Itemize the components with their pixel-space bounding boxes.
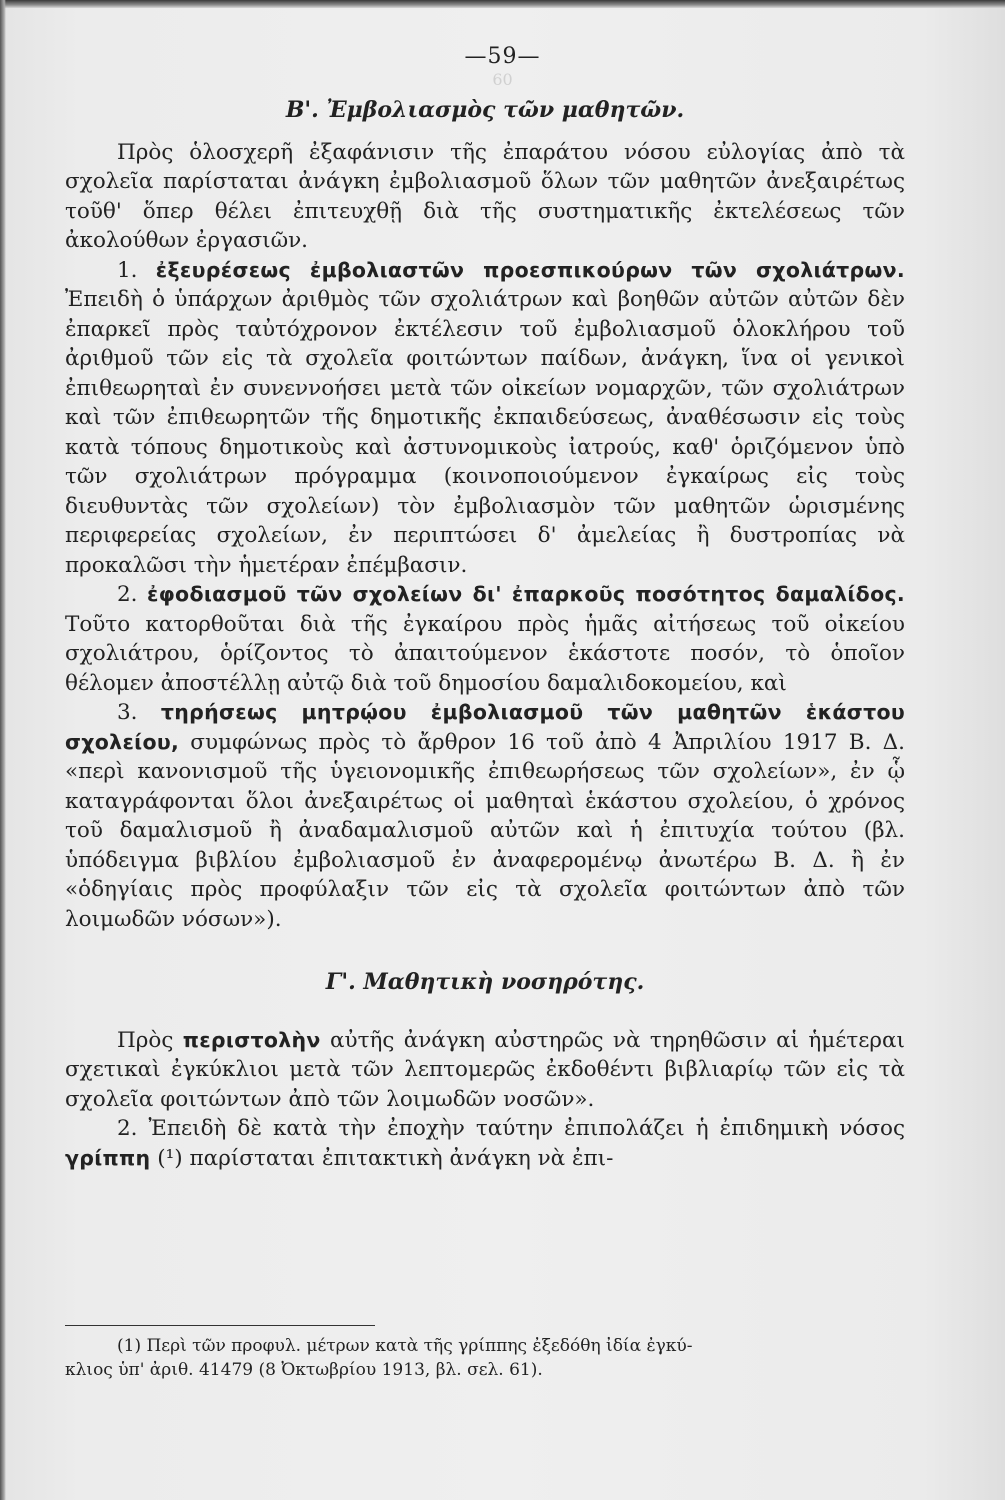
section-b-intro: Πρὸς ὁλοσχερῆ ἐξαφάνισιν τῆς ἐπαράτου νόσου εὐλογίας ἀπὸ τὰ σχολεῖα παρίσταται ἀνάγκη ἐμβολιασμοῦ ὅλων τῶν μαθητῶν ἀνεξαιρέτως τοῦθ' ὅπερ θέλει ἐπιτευχθῇ διὰ τῆς συστηματικῆς ἐκτελέσεως τῶν ἀκολούθων ἐργασιῶν.: [65, 139, 905, 253]
section-g-paragraph-1: [65, 1026, 905, 1115]
section-g-p2-start: 2. Ἐπειδὴ δὲ κατὰ τὴν ἐποχὴν ταύτην ἐπιπολάζει ἡ ἐπιδημικὴ νόσος: [117, 1116, 905, 1141]
item-1-number: 1.: [117, 257, 138, 283]
section-b-heading: Β'. Ἐμβολιασμὸς τῶν μαθητῶν.: [285, 97, 685, 123]
footnote-line-1: (1) Περὶ τῶν προφυλ. μέτρων κατὰ τῆς γρίππης ἐξεδόθη ἰδία ἐγκύ-: [117, 1336, 693, 1356]
section-g-p2-bold: γρίππη: [65, 1145, 151, 1170]
bleed-through-page-number: 60: [492, 70, 513, 89]
item-3-text: συμφώνως πρὸς τὸ ἄρθρον 16 τοῦ ἀπὸ 4 Ἀπριλίου 1917 Β. Δ. «περὶ κανονισμοῦ τῆς ὑγειονομικῆς ἐπιθεωρήσεως τῶν σχολείων», ἐν ᾧ καταγράφονται ὅλοι ἀνεξαιρέτως οἱ μαθηταὶ ἑκάστου σχολείου, ὁ χρόνος τοῦ δαμαλισμοῦ ἢ ἀναδαμαλισμοῦ αὐτῶν καὶ ἡ ἐπιτυχία τούτου (βλ. ὑπόδειγμα βιβλίου ἐμβολιασμοῦ ἐν ἀναφερομένῳ ἀνωτέρω Β. Δ. ἢ ἐν «ὁδηγίαις πρὸς προφύλαξιν τῶν εἰς τὰ σχολεῖα φοιτώντων ἀπὸ τῶν λοιμωδῶν νόσων»).: [65, 729, 905, 932]
page-body: [65, 96, 905, 1173]
scan-left-edge: [0, 0, 6, 1500]
item-1-bold-title: ἐξευρέσεως ἐμβολιαστῶν προεσπικούρων τῶν σχολιάτρων.: [155, 257, 905, 282]
section-g-p1-start: Πρὸς: [117, 1027, 174, 1053]
footnote-divider: [65, 1325, 375, 1326]
footnote-reference: (¹): [157, 1145, 183, 1171]
item-2-number: 2.: [117, 582, 138, 607]
item-3-bold-title: τηρήσεως μητρῴου ἐμβολιασμοῦ τῶν μαθητῶν ἑκάστου σχολείου,: [65, 700, 905, 754]
item-1-paragraph: [65, 256, 905, 581]
section-g-heading: Γ'. Μαθητικὴ νοσηρότης.: [325, 969, 645, 995]
section-g-paragraph-2: [65, 1114, 905, 1173]
scan-top-edge: [0, 0, 1005, 8]
section-g-p1-text: αὐτῆς ἀνάγκη αὐστηρῶς νὰ τηρηθῶσιν αἱ ἡμέτεραι σχετικαὶ ἐγκύκλιοι μετὰ τῶν λεπτομερῶς ἐκδοθέντι βιβλιαρίῳ τῶν εἰς τὰ σχολεῖα φοιτώντων ἀπὸ τῶν λοιμωδῶν νοσῶν».: [65, 1027, 905, 1112]
footnote: [65, 1334, 905, 1382]
footnote-line-2: κλιος ὑπ' ἀριθ. 41479 (8 Ὀκτωβρίου 1913, βλ. σελ. 61).: [65, 1360, 543, 1380]
section-g-p2-text: παρίσταται ἐπιτακτικὴ ἀνάγκη νὰ ἐπι-: [189, 1145, 614, 1171]
item-2-bold-title: ἐφοδιασμοῦ τῶν σχολείων δι' ἐπαρκοῦς ποσότητος δαμαλίδος.: [147, 582, 905, 606]
page-number: —59—: [464, 44, 541, 69]
item-2-text: Τοῦτο κατορθοῦται διὰ τῆς ἐγκαίρου πρὸς ἡμᾶς αἰτήσεως τοῦ οἰκείου σχολιάτρου, ὁρίζοντος τὸ ἀπαιτούμενον ἑκάστοτε ποσόν, τὸ ὁποῖον θέλομεν ἀποστέλλῃ αὐτῷ διὰ τοῦ δημοσίου δαμαλιδοκομείου, καὶ: [65, 611, 905, 696]
item-1-text: Ἐπειδὴ ὁ ὑπάρχων ἀριθμὸς τῶν σχολιάτρων καὶ βοηθῶν αὐτῶν αὐτῶν δὲν ἐπαρκεῖ πρὸς ταὐτόχρονον ἐκτέλεσιν τοῦ ἐμβολιασμοῦ ὁλοκλήρου τοῦ ἀριθμοῦ τῶν εἰς τὰ σχολεῖα φοιτώντων παίδων, ἀνάγκη, ἵνα οἱ γενικοὶ ἐπιθεωρηταὶ ἐν συνεννοήσει μετὰ τῶν οἰκείων νομαρχῶν, τῶν σχολιάτρων καὶ τῶν ἐπιθεωρητῶν τῆς δημοτικῆς ἐκπαιδεύσεως, ἀναθέσωσιν εἰς τοὺς κατὰ τόπους δημοτικοὺς καὶ ἀστυνομικοὺς ἰατρούς, καθ' ὁριζόμενον ὑπὸ τῶν σχολιάτρων πρόγραμμα (κοινοποιούμενον ἐγκαίρως εἰς τοὺς διευθυντὰς τῶν σχολείων) τὸν ἐμβολιασμὸν τῶν μαθητῶν ὡρισμένης περιφερείας σχολείων, ἐν περιπτώσει δ' ἀμελείας ἢ δυστροπίας νὰ προκαλῶσι τὴν ἡμετέραν ἐπέμβασιν.: [65, 287, 905, 578]
item-2-paragraph: [65, 580, 905, 698]
item-3-number: 3.: [117, 700, 138, 725]
item-3-paragraph: [65, 698, 905, 934]
section-g-p1-bold: περιστολὴν: [182, 1027, 321, 1052]
